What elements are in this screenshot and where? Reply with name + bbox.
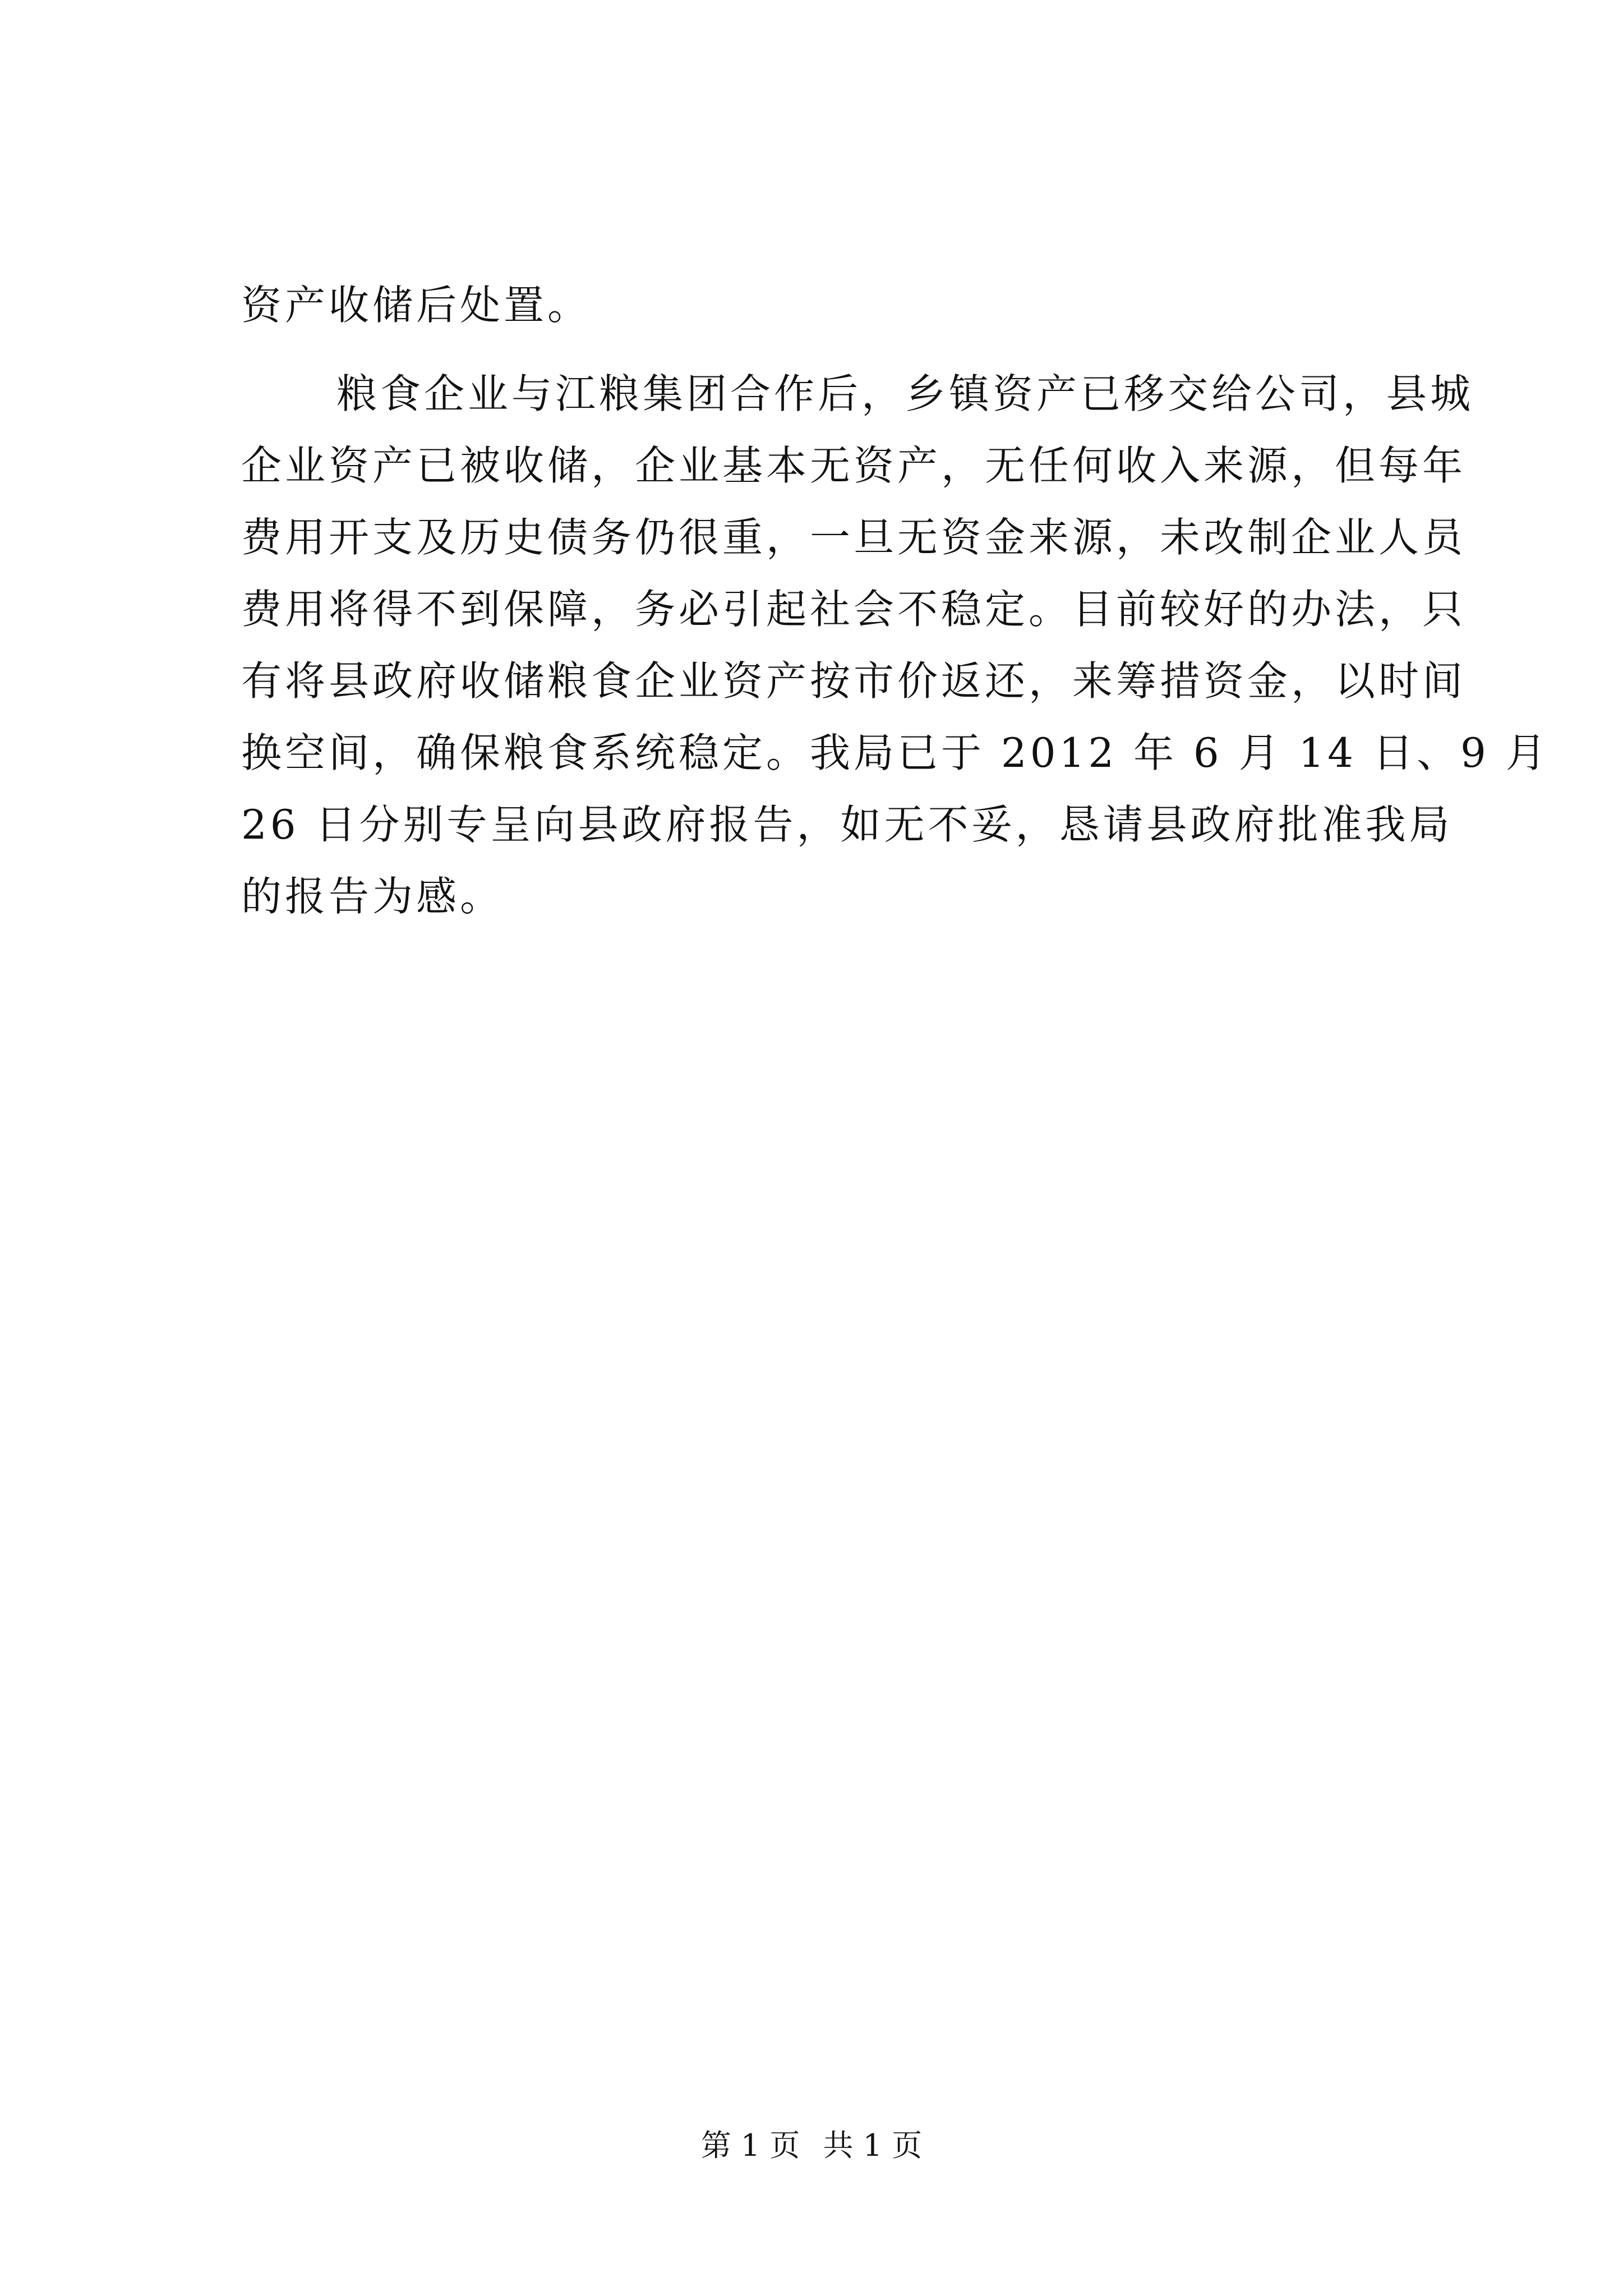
text-line-1: 资产收储后处置。 — [241, 282, 592, 329]
text-line-6: 有将县政府收储粮食企业资产按市价返还，来筹措资金，以时间 — [241, 657, 1467, 705]
text-line-8: 26 日分别专呈向县政府报告，如无不妥，恳请县政府批准我局 — [241, 801, 1453, 848]
document-body — [241, 269, 1550, 932]
page-number: 第 1 页 — [700, 2128, 800, 2163]
page-footer — [0, 2126, 1623, 2165]
page-total: 共 1 页 — [823, 2128, 923, 2163]
text-line-2: 粮食企业与江粮集团合作后，乡镇资产已移交给公司，县城 — [336, 370, 1474, 417]
text-line-9: 的报告为感。 — [241, 873, 504, 920]
text-line-4: 费用开支及历史债务仍很重，一旦无资金来源，未改制企业人员 — [241, 514, 1467, 561]
text-line-3: 企业资产已被收储，企业基本无资产，无任何收入来源，但每年 — [241, 442, 1467, 489]
text-line-5: 费用将得不到保障，务必引起社会不稳定。目前较好的办法，只 — [241, 586, 1467, 633]
text-line-7: 换空间，确保粮食系统稳定。我局已于 2012 年 6 月 14 日、9 月 — [241, 729, 1550, 776]
